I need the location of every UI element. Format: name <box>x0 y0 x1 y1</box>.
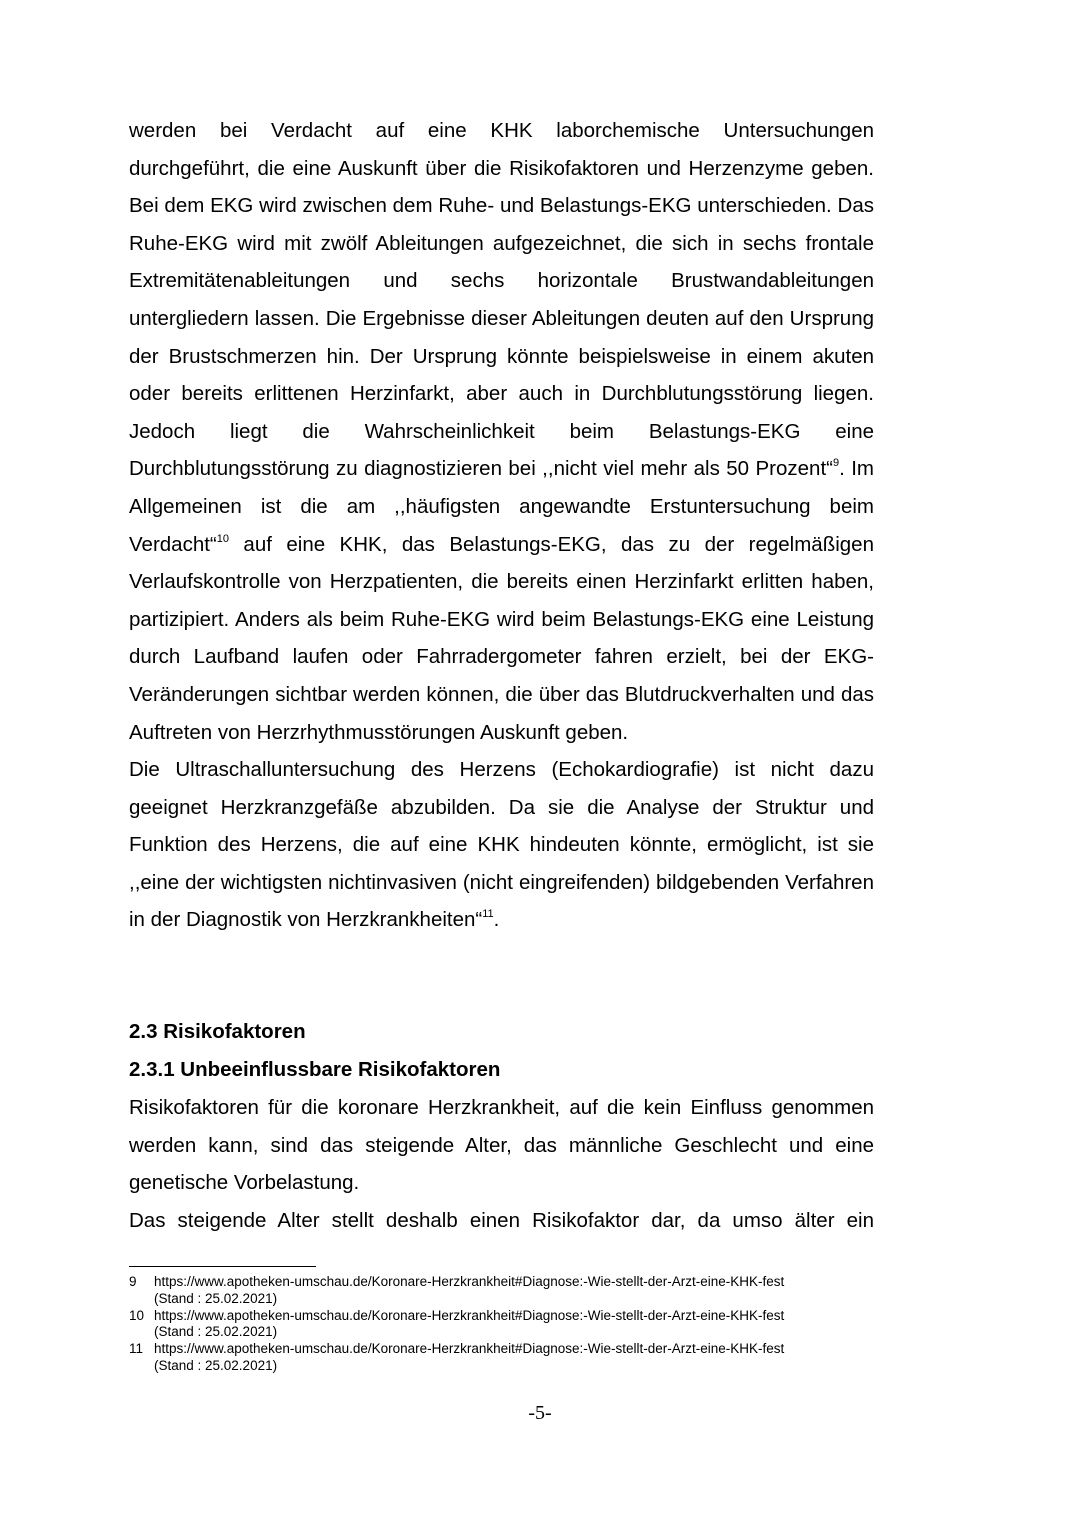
paragraph-text: . <box>493 908 500 932</box>
footnote-ref-9: 9 <box>832 457 840 470</box>
footnotes-block <box>129 1274 889 1375</box>
page-number: -5- <box>528 1402 552 1424</box>
footnote-url: https://www.apotheken-umschau.de/Koronare-Herzkrankheit#Diagnose:-Wie-stellt-der-Arzt-eine-KHK-fest <box>154 1341 785 1357</box>
paragraph-risikofaktoren: Risikofaktoren für die koronare Herzkrankheit, auf die kein Einfluss genommen werden kann, sind das steigende Alter, das männliche Geschlecht und eine genetische Vorbelastung. <box>129 1096 874 1195</box>
section-body-text <box>129 1089 874 1239</box>
paragraph-alter: Das steigende Alter stellt deshalb einen Risikofaktor dar, da umso älter ein <box>129 1208 874 1232</box>
footnote-url: https://www.apotheken-umschau.de/Koronare-Herzkrankheit#Diagnose:-Wie-stellt-der-Arzt-eine-KHK-fest <box>154 1274 785 1289</box>
footnote-separator <box>129 1266 316 1267</box>
footnote-url: https://www.apotheken-umschau.de/Koronare-Herzkrankheit#Diagnose:-Wie-stellt-der-Arzt-eine-KHK-fest <box>154 1307 785 1323</box>
footnote-date: (Stand : 25.02.2021) <box>154 1324 278 1340</box>
footnote-number: 11 <box>129 1341 144 1357</box>
paragraph-text: auf eine KHK, das Belastungs-EKG, das zu der regelmäßigen Verlaufskontrolle von Herzpatienten, die bereits einen Herzinfarkt erlitten haben, partizipiert. Anders als beim Ruhe-EKG wird beim Belastungs-EKG eine Leistung durch Laufband laufen oder Fahrradergometer fahren erzielt, bei der EKG-Veränderungen sichtbar werden können, die über das Blutdruckverhalten und das Auftreten von Herzrhythmusstörungen Auskunft geben. <box>129 532 874 744</box>
footnote-ref-10: 10 <box>216 532 229 545</box>
paragraph-ekg <box>129 112 874 751</box>
footnote-number: 9 <box>129 1274 137 1289</box>
paragraph-text: Die Ultraschalluntersuchung des Herzens (Echokardiografie) ist nicht dazu geeignet Herzkranzgefäße abzubilden. Da sie die Analyse der Struktur und Funktion des Herzens, die auf eine KHK hindeuten könnte, ermöglicht, ist sie ,,eine der wichtigsten nichtinvasiven (nicht eingreifenden) bildgebenden Verfahren in der Diagnostik von Herzkrankheiten“ <box>129 758 874 932</box>
section-heading: 2.3 Risikofaktoren <box>129 1020 306 1043</box>
footnote-date: (Stand : 25.02.2021) <box>154 1357 278 1373</box>
footnote-10 <box>129 1308 889 1342</box>
footnote-body <box>154 1341 889 1375</box>
paragraph-text: werden bei Verdacht auf eine KHK laborchemische Untersuchungen durchgeführt, die eine Auskunft über die Risikofaktoren und Herzenzyme geben. Bei dem EKG wird zwischen dem Ruhe- und Belastungs-EKG unterschieden. Das Ruhe-EKG wird mit zwölf Ableitungen aufgezeichnet, die sich in sechs frontale Extremitätenableitungen und sechs horizontale Brustwandableitungen untergliedern lassen. Die Ergebnisse dieser Ableitungen deuten auf den Ursprung der Brustschmerzen hin. Der Ursprung könnte beispielsweise in einem akuten oder bereits erlittenen Herzinfarkt, aber auch in Durchblutungsstörung liegen. Jedoch liegt die Wahrscheinlichkeit beim Belastungs-EKG eine Durchblutungsstörung zu diagnostizieren bei ,,nicht viel mehr als 50 Prozent“ <box>129 119 874 481</box>
footnote-number: 10 <box>129 1307 145 1323</box>
footnote-body <box>154 1274 889 1308</box>
body-text-block <box>129 112 874 939</box>
footnote-date: (Stand : 25.02.2021) <box>154 1290 278 1306</box>
paragraph-text: . Im Allgemeinen ist die am ,,häufigsten angewandte Erstuntersuchung beim Verdacht“ <box>129 457 874 556</box>
footnote-ref-11: 11 <box>482 908 494 921</box>
paragraph-echokardiografie <box>129 751 874 939</box>
subsection-heading: 2.3.1 Unbeeinflussbare Risikofaktoren <box>129 1058 501 1081</box>
footnote-11 <box>129 1341 889 1375</box>
footnote-9 <box>129 1274 889 1308</box>
footnote-body <box>154 1308 889 1342</box>
